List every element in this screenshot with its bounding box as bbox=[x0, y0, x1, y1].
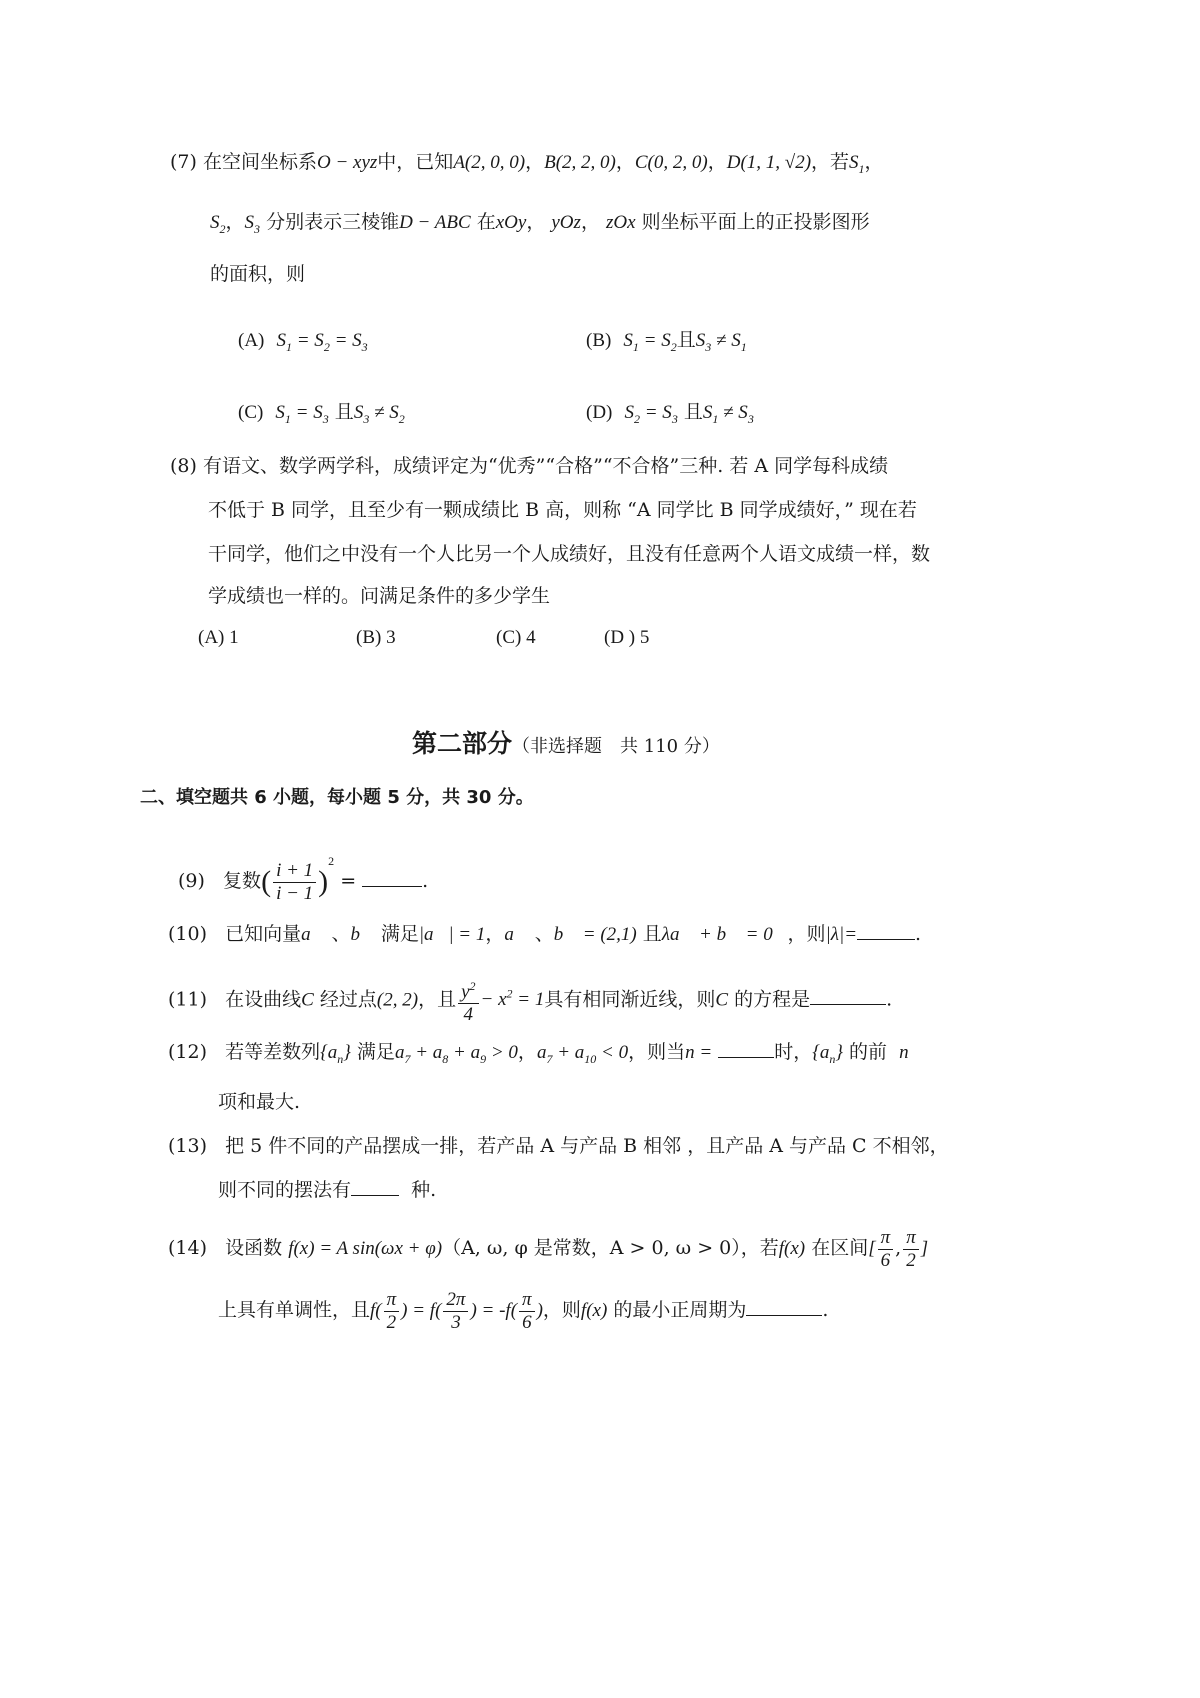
q12-number: (12) bbox=[168, 1041, 208, 1063]
section-heading: 二、填空题共 6 小题，每小题 5 分，共 30 分。 bbox=[140, 787, 534, 808]
q7-number: (7) bbox=[170, 151, 197, 173]
q11: (11) 在设曲线C 经过点(2, 2)，且 $\frac{y^2}{4}$ − $x^2 = 1$具有相同渐近线，则C 的方程是 . bbox=[168, 968, 892, 1026]
q8-number: (8) bbox=[170, 455, 197, 477]
q7-option-c: (C) $S_1 = S_3$ 且$S_3 \ne S_2$ bbox=[238, 401, 405, 426]
q11-fraction: $\frac{y^2}{4}$ bbox=[458, 975, 478, 1026]
q8-line3: 干同学，他们之中没有一个人比另一个人成绩好，且没有任意两个人语文成绩一样，数 bbox=[208, 543, 931, 565]
q14-line2: 上具有单调性，且f( $\frac{\pi}{2}$ ) = f( $\frac{2\pi}{3}$ ) = -f( $\frac{\pi}{6}$ )，则f(x) 的最小正周期为 . bbox=[218, 1288, 829, 1333]
q14-answer-blank[interactable] bbox=[746, 1297, 822, 1316]
q8-option-a: (A) 1 bbox=[198, 627, 239, 648]
q7-line1: (7) 在空间坐标系O − xyz中，已知A(2, 0, 0)，B(2, 2, 0)，C(0, 2, 0)，D(1, 1, √2)，若$S_1$， bbox=[170, 151, 884, 176]
q8-line1: (8) 有语文、数学两学科，成绩评定为“优秀”“合格”“不合格”三种. 若 A 同学每科成绩 bbox=[170, 455, 889, 477]
q8-line4: 学成绩也一样的。问满足条件的多少学生 bbox=[208, 585, 551, 607]
q8-option-b: (B) 3 bbox=[356, 627, 396, 648]
q7-line2: $S_2$，$S_3$ 分别表示三棱锥D − ABC 在xOy， yOz， zOx 则坐标平面上的正投影图形 bbox=[210, 211, 870, 236]
q7-option-b: (B) $S_1 = S_2$且$S_3 \ne S_1$ bbox=[586, 329, 747, 354]
q9-number: (9) bbox=[178, 870, 205, 892]
q8-line2: 不低于 B 同学，且至少有一颗成绩比 B 高，则称 “A 同学比 B 同学成绩好，” 现在若 bbox=[208, 499, 917, 521]
q7-option-a: (A) $S_1 = S_2 = S_3$ bbox=[238, 330, 368, 354]
q11-answer-blank[interactable] bbox=[810, 986, 886, 1005]
part2-title: 第二部分（非选择题 共 110 分） bbox=[412, 729, 720, 758]
q9-fraction: $\frac{i + 1}{i - 1}$ bbox=[273, 860, 316, 905]
q11-number: (11) bbox=[168, 988, 208, 1011]
q12-line1: (12) 若等差数列$\{a_n\}$ 满足$a_7 + a_8 + a_9 > 0$，$a_7 + a_{10} < 0$，则当n = 时，$\{a_n\}$ 的前 n bbox=[168, 1041, 909, 1066]
q12-answer-blank[interactable] bbox=[718, 1039, 774, 1058]
q7-option-d: (D) $S_2 = S_3$ 且$S_1 \ne S_3$ bbox=[586, 401, 754, 426]
q8-option-c: (C) 4 bbox=[496, 627, 536, 648]
q10-answer-blank[interactable] bbox=[857, 921, 915, 940]
q10-number: (10) bbox=[168, 923, 208, 945]
q13-answer-blank[interactable] bbox=[351, 1177, 399, 1196]
q8-option-d: (D ) 5 bbox=[604, 627, 650, 648]
q10: (10) 已知向量a⃗ 、b⃗ 满足|a⃗| = 1，a⃗ 、b⃗ = (2,1) 且λa⃗ + b⃗ = 0⃗，则|λ|= . bbox=[168, 923, 922, 945]
q9: (9) 复数( $\frac{i + 1}{i - 1}$ )$^2$ = . bbox=[178, 854, 429, 904]
q13-number: (13) bbox=[168, 1135, 208, 1157]
part2-subtitle: （非选择题 共 110 分） bbox=[512, 736, 720, 757]
q14-number: (14) bbox=[168, 1237, 208, 1259]
q9-answer-blank[interactable] bbox=[362, 868, 422, 887]
q14-line1: (14) 设函数 f(x) = A sin(ωx + φ)（A, ω, φ 是常数，A > 0, ω > 0），若f(x) 在区间[ $\frac{\pi}{6}$ , $\frac{\pi}{2}$ ] bbox=[168, 1226, 929, 1271]
q13-line1: (13) 把 5 件不同的产品摆成一排，若产品 A 与产品 B 相邻 ，且产品 A 与产品 C 不相邻， bbox=[168, 1135, 949, 1157]
q12-line2: 项和最大. bbox=[218, 1091, 301, 1113]
q7-line3: 的面积，则 bbox=[210, 263, 306, 285]
q13-line2: 则不同的摆法有 种. bbox=[218, 1179, 437, 1201]
